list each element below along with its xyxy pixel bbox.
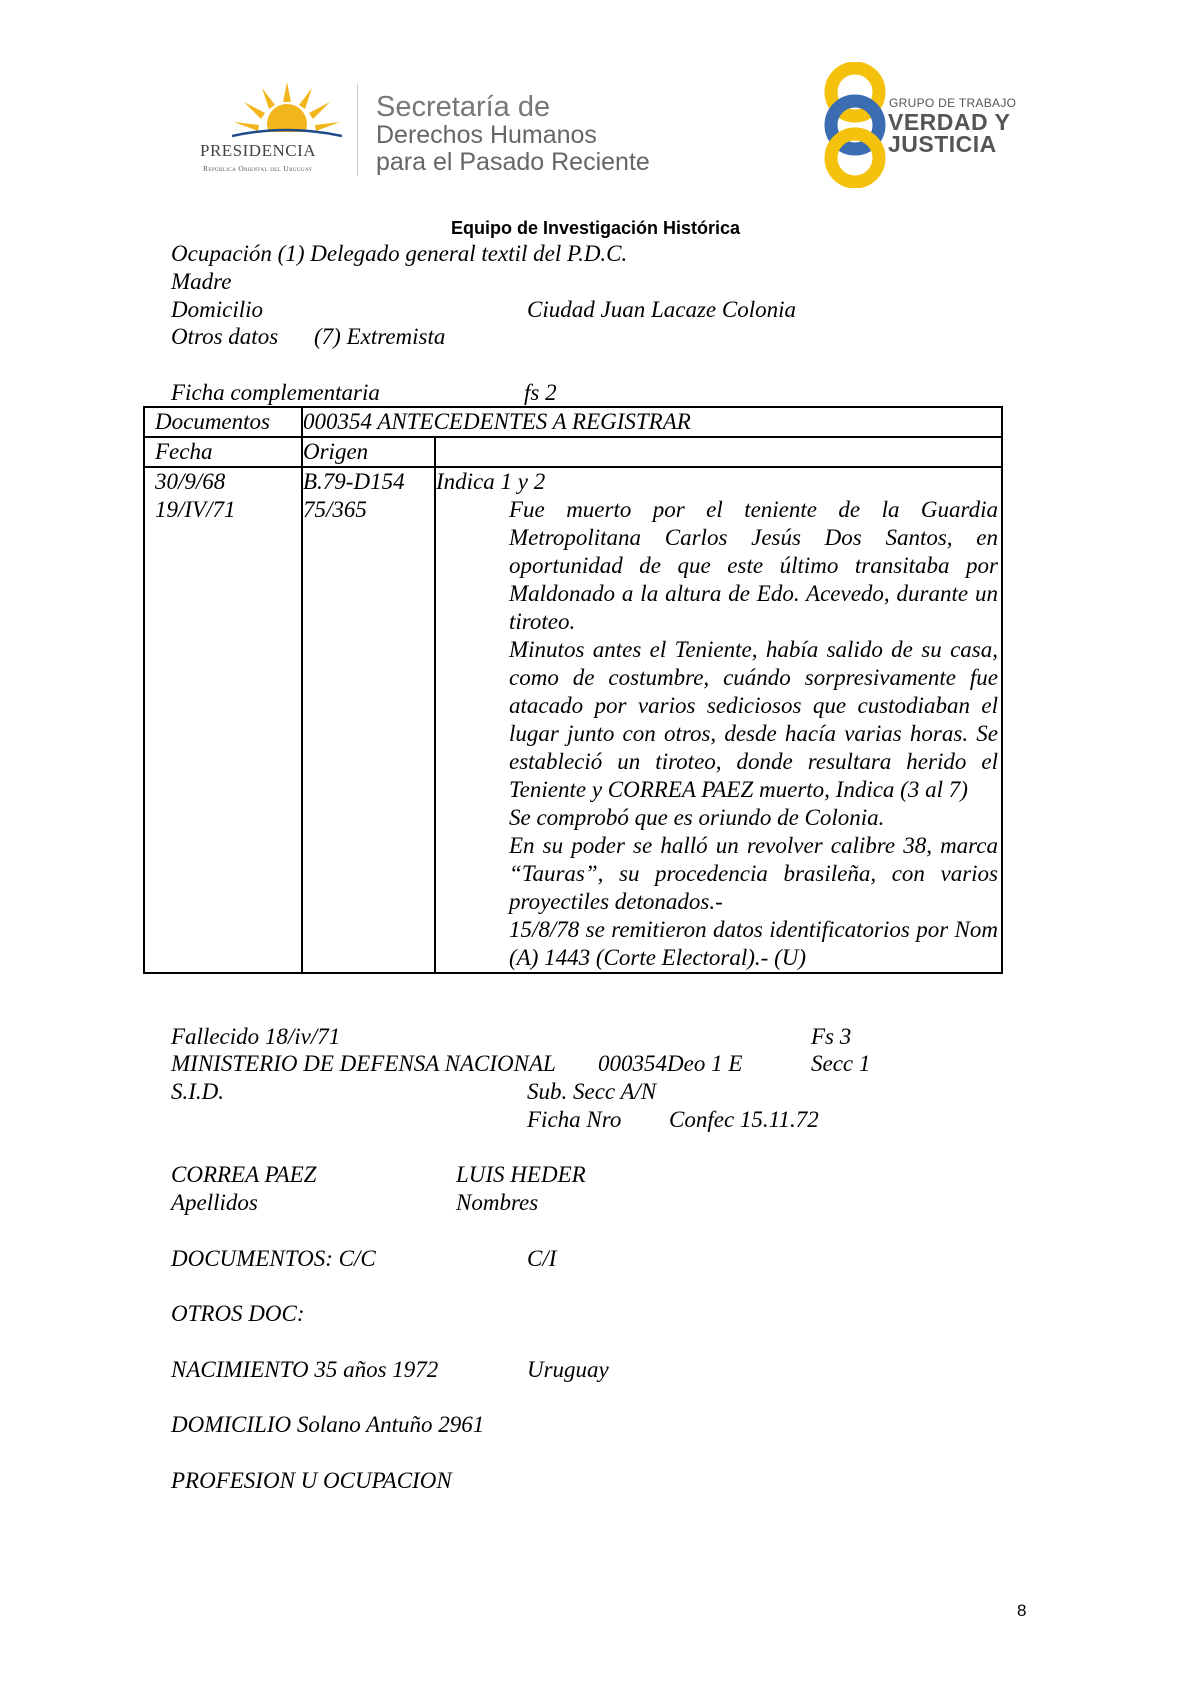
presidencia-sun-logo bbox=[232, 80, 342, 142]
narrative-paragraph: Minutos antes el Teniente, había salido de su casa, como de costumbre, cuándo sorpresivamente fue atacado por varios sediciosos que custodiaban el lugar junto con otros, desde hacía varias horas. Se estableció un tiroteo, donde resultara herido el Teniente y CORREA PAEZ muerto, Indica (3 al 7) bbox=[509, 637, 998, 802]
otros-datos-label: Otros datos bbox=[171, 324, 279, 349]
documentos-label: Documentos bbox=[144, 407, 302, 437]
fecha-cell: 30/9/68 bbox=[155, 469, 226, 494]
blank-header bbox=[435, 437, 1002, 467]
sid-label: S.I.D. bbox=[171, 1079, 225, 1104]
narrative-block bbox=[509, 496, 998, 972]
gvj-verdad-label: VERDAD Y bbox=[888, 109, 1011, 135]
domicilio-value: Ciudad Juan Lacaze Colonia bbox=[527, 297, 796, 322]
origen-cell: 75/365 bbox=[303, 497, 367, 522]
header-divider bbox=[357, 84, 358, 176]
narrative-paragraph: 15/8/78 se remitieron datos identificatorios por Nom (A) 1443 (Corte Electoral).- (U) bbox=[509, 917, 998, 970]
apellidos-label: Apellidos bbox=[171, 1190, 258, 1215]
secretaria-title-line1: Secretaría de bbox=[376, 91, 551, 123]
table-row-documentos bbox=[144, 407, 1002, 437]
fallecido-line: Fallecido 18/iv/71 bbox=[171, 1024, 341, 1049]
otros-doc-line: OTROS DOC: bbox=[171, 1301, 305, 1326]
confec-label: Confec 15.11.72 bbox=[669, 1107, 819, 1132]
team-heading: Equipo de Investigación Histórica bbox=[450, 218, 741, 238]
presidencia-label: PRESIDENCIA bbox=[200, 141, 317, 160]
otros-datos-value: (7) Extremista bbox=[314, 324, 446, 349]
narrative-paragraph: Se comprobó que es oriundo de Colonia. bbox=[509, 805, 885, 830]
ci-label: C/I bbox=[527, 1246, 557, 1271]
narrative-paragraph: En su poder se halló un revolver calibre 38, marca “Tauras”, su procedencia brasileña, con varios proyectiles detonados.- bbox=[509, 833, 998, 914]
antecedentes-table bbox=[143, 406, 1003, 974]
pais-label: Uruguay bbox=[527, 1357, 609, 1382]
ocupacion-line: Ocupación (1) Delegado general textil del P.D.C. bbox=[171, 241, 628, 266]
apellidos-value: CORREA PAEZ bbox=[171, 1162, 317, 1187]
gvj-grupo-label: GRUPO DE TRABAJO bbox=[889, 96, 1017, 110]
secc-label: Secc 1 bbox=[811, 1051, 871, 1076]
ficha-nro-label: Ficha Nro bbox=[527, 1107, 622, 1132]
nombres-value: LUIS HEDER bbox=[456, 1162, 586, 1187]
fs3-label: Fs 3 bbox=[811, 1024, 852, 1049]
domicilio-label: Domicilio bbox=[171, 297, 263, 322]
presidencia-subtitle: República Oriental del Uruguay bbox=[203, 164, 313, 173]
table-header-row bbox=[144, 437, 1002, 467]
documentos-value: 000354 ANTECEDENTES A REGISTRAR bbox=[302, 407, 1002, 437]
madre-label: Madre bbox=[171, 269, 232, 294]
domicilio-line: DOMICILIO Solano Antuño 2961 bbox=[171, 1412, 485, 1437]
ministerio-code: 000354Deo 1 E bbox=[598, 1051, 743, 1076]
secretaria-title-line3: para el Pasado Reciente bbox=[376, 148, 650, 176]
ficha-fs-value: fs 2 bbox=[524, 380, 557, 405]
fecha-cell: 19/IV/71 bbox=[155, 497, 236, 522]
page-number: 8 bbox=[1017, 1601, 1027, 1620]
table-row bbox=[144, 467, 1002, 973]
narrative-paragraph: Fue muerto por el teniente de la Guardia Metropolitana Carlos Jesús Dos Santos, en oportunidad de que este último transitaba por Maldonado a la altura de Edo. Acevedo, durante un tiroteo. bbox=[509, 497, 998, 634]
gvj-justicia-label: JUSTICIA bbox=[888, 131, 997, 157]
subsecc-label: Sub. Secc A/N bbox=[527, 1079, 657, 1104]
ministerio-line: MINISTERIO DE DEFENSA NACIONAL bbox=[171, 1051, 556, 1076]
fecha-header: Fecha bbox=[144, 437, 302, 467]
nombres-label: Nombres bbox=[456, 1190, 539, 1215]
nacimiento-line: NACIMIENTO 35 años 1972 bbox=[171, 1357, 439, 1382]
profesion-line: PROFESION U OCUPACION bbox=[171, 1468, 452, 1493]
ficha-complementaria-label: Ficha complementaria bbox=[171, 380, 380, 405]
origen-header: Origen bbox=[302, 437, 435, 467]
origen-cell: B.79-D154 bbox=[303, 469, 405, 494]
indica-cell: Indica 1 y 2 bbox=[436, 469, 546, 494]
documentos-line: DOCUMENTOS: C/C bbox=[171, 1246, 376, 1271]
secretaria-title-line2: Derechos Humanos bbox=[376, 121, 597, 149]
